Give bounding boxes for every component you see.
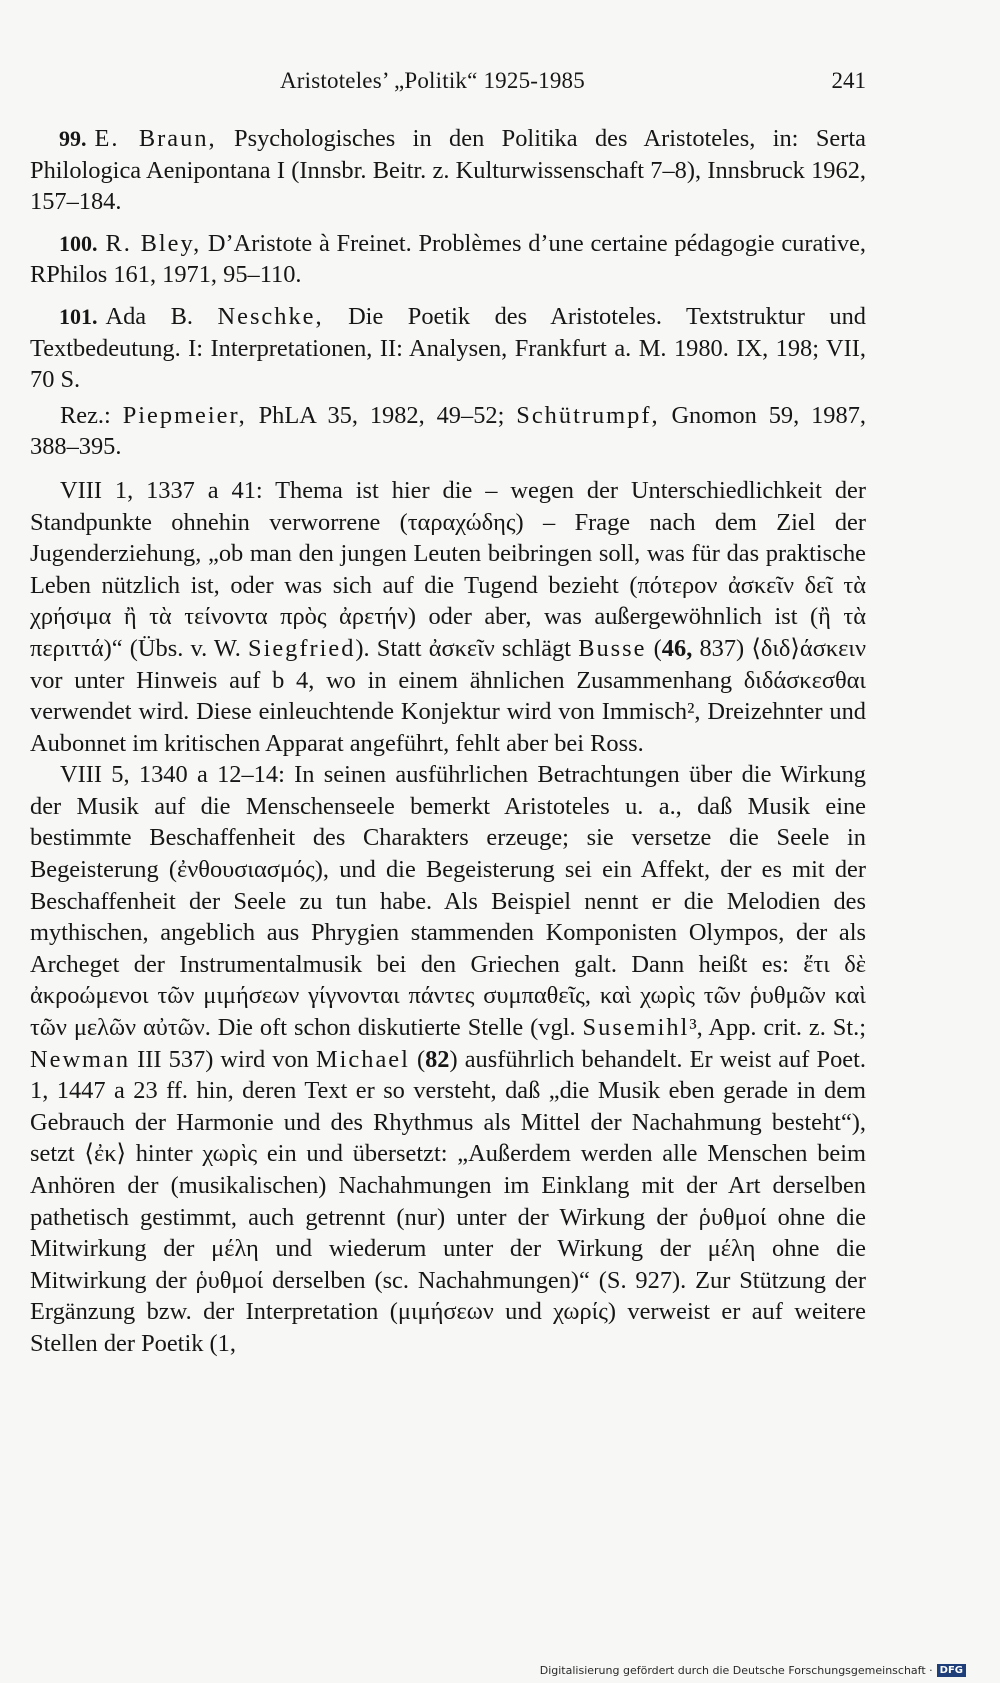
entry-text: Psychologisches in den Politika des Aristoteles, in: Serta Philologica Aenipontana I (Innsbr. Beitr. z. Kulturwissenschaft 7–8), Innsbruck 1962, 157–184. — [30, 125, 866, 216]
person-name: Susemihl — [582, 1014, 690, 1042]
paragraph-text: VIII 1, 1337 a 41: Thema ist hier die – wegen der Unterschiedlichkeit der Standpunkte ohnehin verworrene (ταραχώδης) – Frage nach dem Ziel der Jugenderziehung, „ob man den jungen Leuten beibringen soll, was für das praktische Leben nützlich ist, oder was sich auf die Tugend bezieht (πότερον ἀσκεῖν δεῖ τὰ χρήσιμα ἢ τὰ τείνοντα πρὸς ἀρετήν) oder aber, was außergewöhnlich ist (ἢ τὰ περιττά)“ (Übs. v. W. — [30, 476, 866, 662]
digitization-credit — [540, 1664, 966, 1677]
entry-text: D’Aristote à Freinet. Problèmes d’une certaine pédagogie curative, RPhilos 161, 1971, 95–110. — [30, 229, 866, 289]
entry-author: Neschke, — [217, 302, 324, 330]
person-name: Siegfried — [248, 634, 356, 662]
section-break — [30, 463, 866, 475]
running-title: Aristoteles’ „Politik“ 1925-1985 — [280, 68, 585, 93]
person-name: Newman — [30, 1045, 131, 1073]
entry-number: 99. — [59, 126, 87, 151]
commentary-paragraph — [30, 759, 866, 1359]
paragraph-text: VIII 5, 1340 a 12–14: In seinen ausführlichen Betrachtungen über die Wirkung der Musik auf die Menschenseele bemerkt Aristoteles u. a., daß Musik eine bestimmte Beschaffenheit des Charakters erzeuge; sie versetze die Seele in Begeisterung (ἐνθουσιασμός), und die Begeisterung sei ein Affekt, der es mit der Beschaffenheit der Seele zu tun habe. Als Beispiel nennt er die Melodien des mythischen, angeblich aus Phrygien stammenden Komponisten Olympos, der als Archeget der Instrumentalmusik bei den Griechen galt. Dann heißt es: ἔτι δὲ ἀκροώμενοι τῶν μιμήσεων γίγνονται πάντες συμπαθεῖς, καὶ χωρὶς τῶν ῥυθμῶν καὶ τῶν μελῶν αὐτῶν. Die oft schon diskutierte Stelle (vgl. — [30, 761, 866, 1042]
paragraph-text: III 537) wird von — [130, 1045, 309, 1073]
person-name: Michael — [315, 1045, 410, 1073]
dfg-logo: DFG — [937, 1664, 966, 1677]
review-line — [30, 400, 866, 463]
credit-text: Digitalisierung gefördert durch die Deutsche Forschungsgemeinschaft · — [539, 1664, 933, 1677]
bibliography-entry-100 — [30, 228, 866, 291]
bibliography-entry-99 — [30, 123, 866, 218]
paragraph-text: ( — [653, 634, 662, 662]
reference-number: 82 — [425, 1045, 450, 1073]
reference-number: 46, — [661, 634, 693, 662]
paragraph-text: ³, App. crit. z. St.; — [689, 1014, 867, 1042]
running-head — [30, 68, 866, 102]
commentary-paragraph — [30, 475, 866, 759]
paragraph-text: ). Statt ἀσκεῖν schlägt — [355, 634, 572, 662]
entry-author: E. Braun, — [94, 125, 217, 152]
review-source: Gnomon 59, 1987, 388–395. — [30, 401, 866, 461]
entry-number: 100. — [59, 230, 98, 256]
person-name: Busse — [578, 634, 647, 662]
paragraph-text: ( — [416, 1045, 426, 1073]
reviewer-name: Schütrumpf, — [516, 401, 660, 429]
page-number: 241 — [831, 68, 866, 93]
entry-author-prefix: Ada B. — [105, 302, 193, 330]
entry-number: 101. — [59, 303, 98, 329]
bibliography-entry-101 — [30, 301, 866, 396]
review-source: PhLA 35, 1982, 49–52; — [246, 401, 505, 429]
review-prefix: Rez.: — [60, 401, 111, 429]
entry-text: Die Poetik des Aristoteles. Textstruktur und Textbedeutung. I: Interpretationen, II: Analysen, Frankfurt a. M. 1980. IX, 198; VII, 70 S. — [30, 302, 866, 394]
reviewer-name: Piepmeier, — [122, 401, 247, 429]
main-text — [30, 123, 866, 1360]
entry-author: R. Bley, — [105, 229, 202, 257]
paragraph-text: 837) ⟨διδ⟩άσκειν vor unter Hinweis auf b 4, wo in einem ähnlichen Zusammenhang διδάσκεσθαι verwendet wird. Diese einleuchtende Konjektur wird von Immisch², Dreizehnter und Aubonnet im kritischen Apparat angeführt, fehlt aber bei Ross. — [30, 634, 866, 757]
paragraph-text: ) ausführlich behandelt. Er weist auf Poet. 1, 1447 a 23 ff. hin, deren Text er so versteht, daß „die Musik eben gerade in dem Gebrauch der Harmonie und des Rhythmus als Mittel der Nachahmung besteht“), setzt ⟨ἐκ⟩ hinter χωρὶς ein und übersetzt: „Außerdem werden alle Menschen beim Anhören der (musikalischen) Nachahmungen im Einklang mit der Art derselben pathetisch gestimmt, auch getrennt (nur) unter der Wirkung der ῥυθμοί ohne die Mitwirkung der μέλη und wiederum unter der Wirkung der μέλη ohne die Mitwirkung der ῥυθμοί derselben (sc. Nachahmungen)“ (S. 927). Zur Stützung der Ergänzung bzw. der Interpretation (μιμήσεων und χωρίς) verweist er auf weitere Stellen der Poetik (1, — [30, 1045, 866, 1357]
